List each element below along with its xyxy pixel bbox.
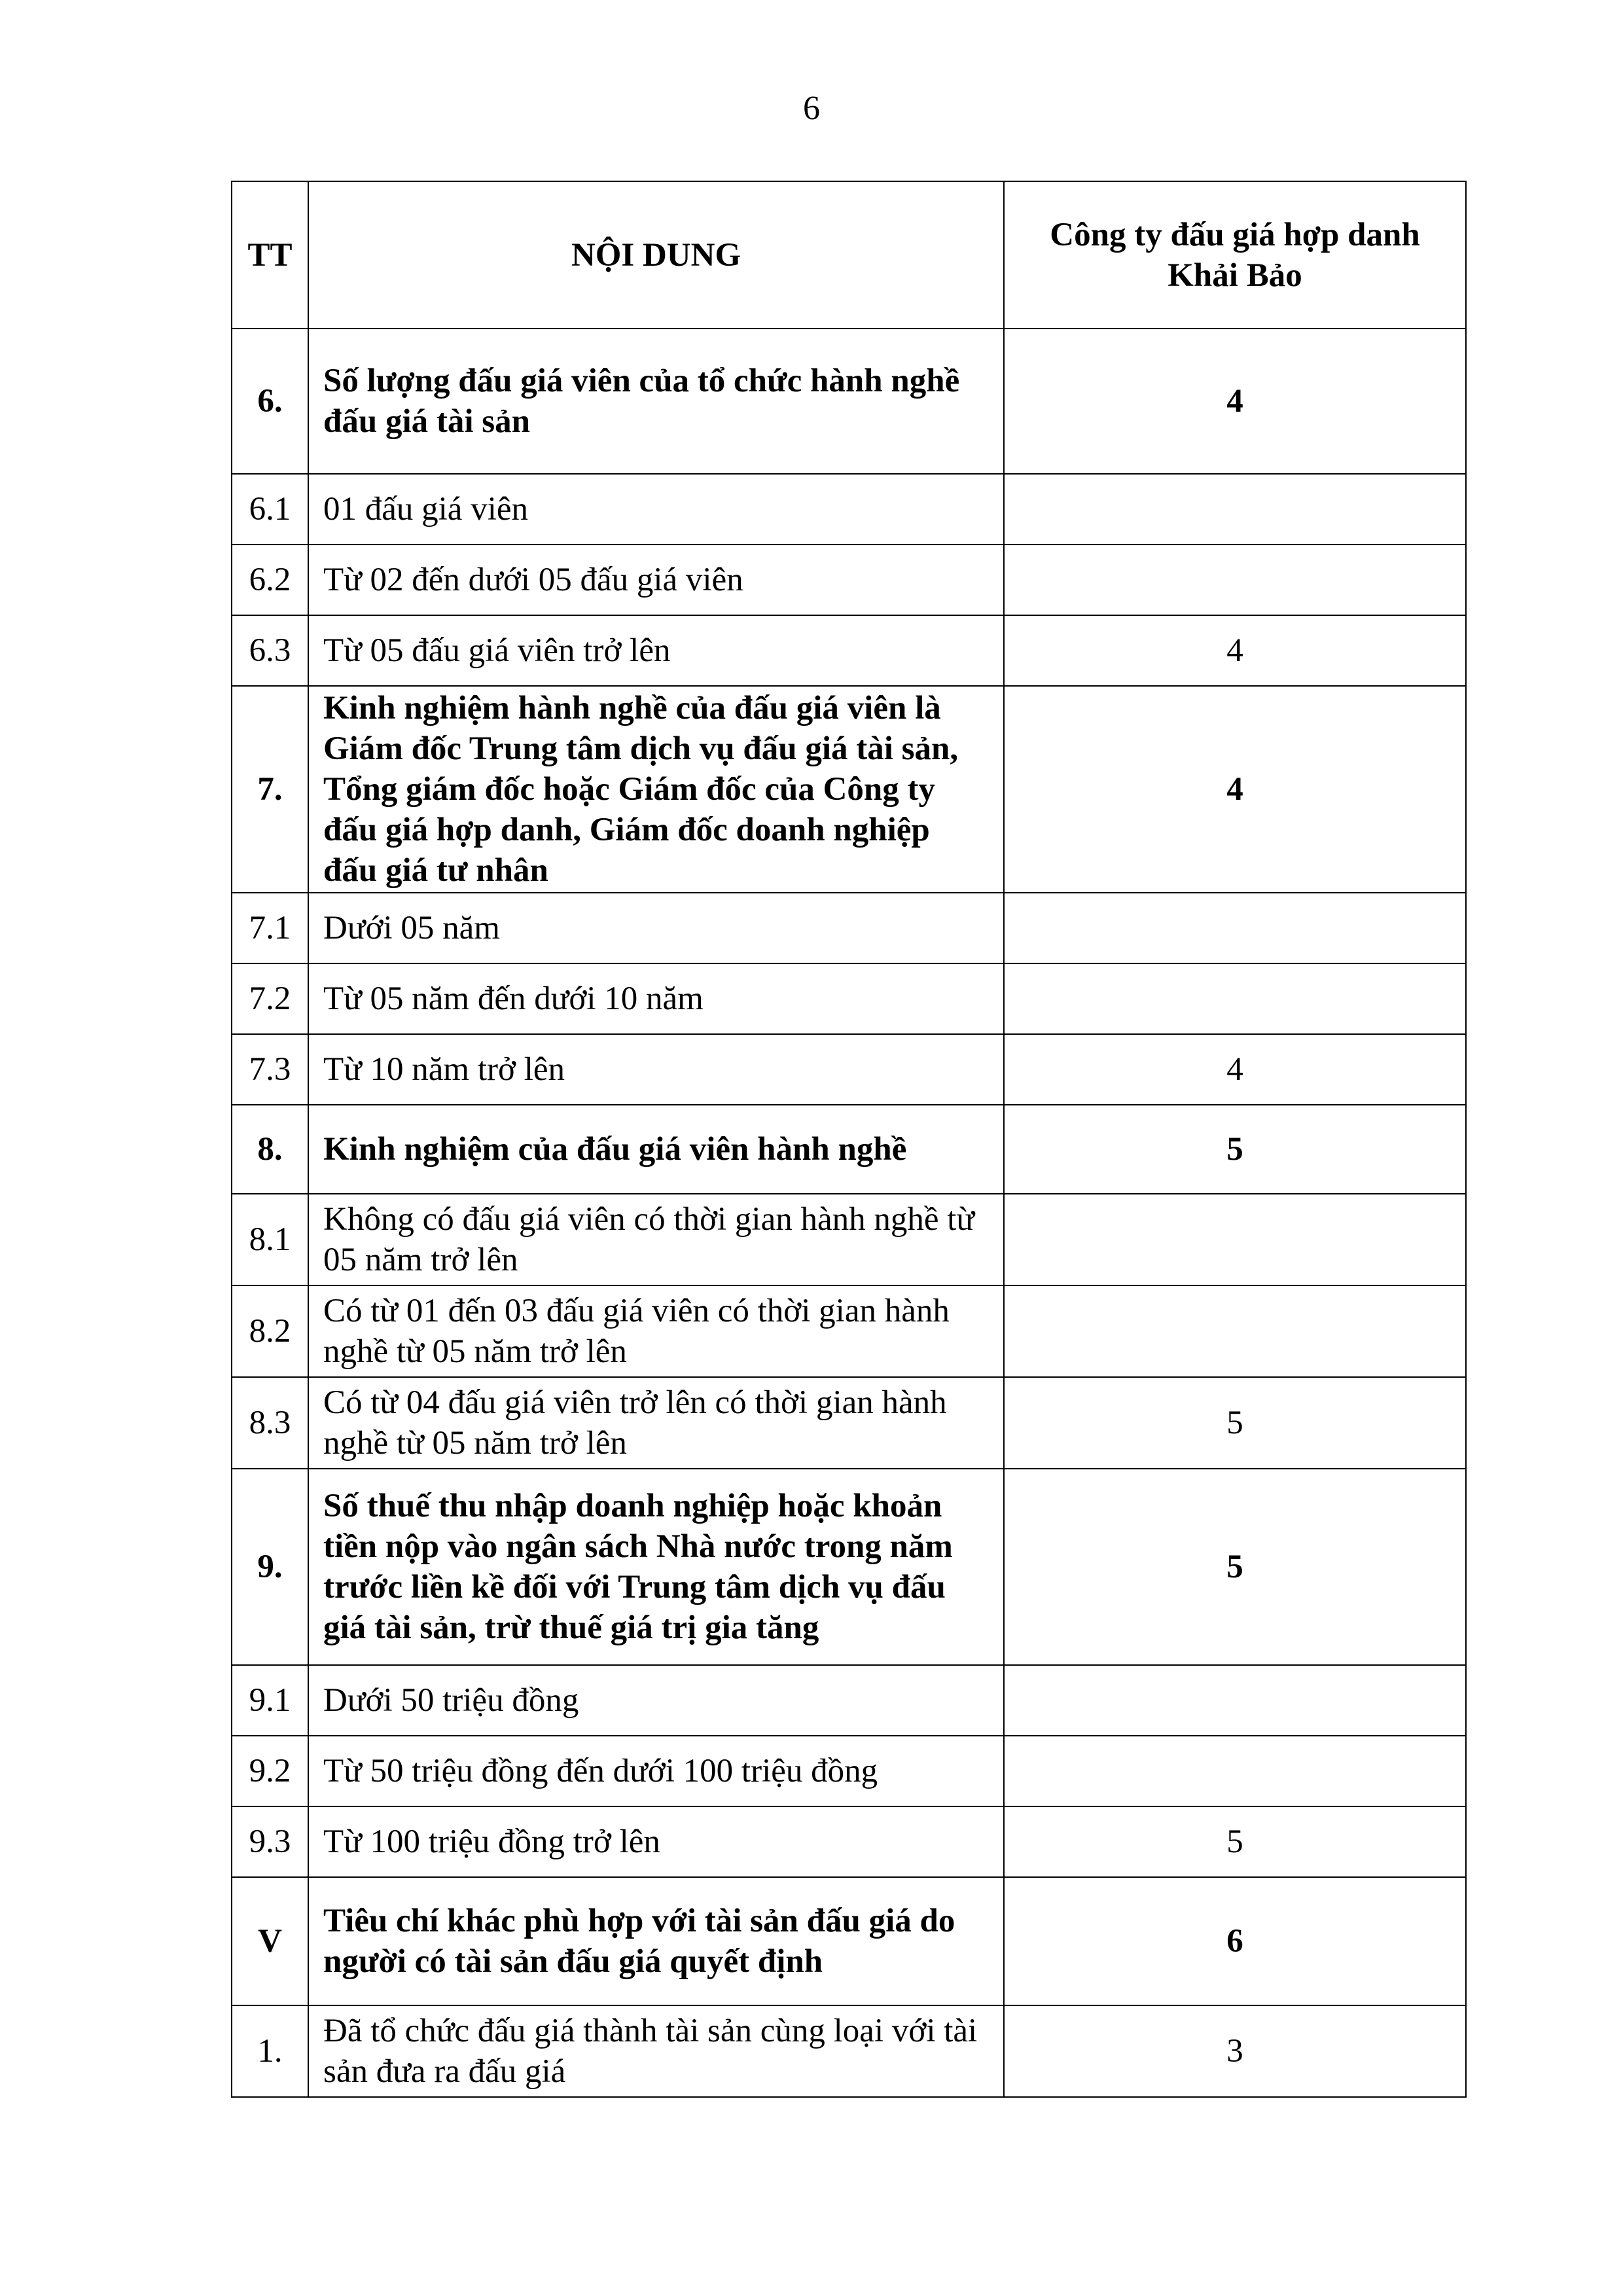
row-content: Tiêu chí khác phù hợp với tài sản đấu giá do người có tài sản đấu giá quyết định — [308, 1877, 1004, 2005]
row-number: 6. — [232, 329, 308, 474]
row-score: 5 — [1004, 1377, 1466, 1469]
header-organization-line2: Khải Bảo — [1168, 257, 1302, 294]
row-content: Có từ 01 đến 03 đấu giá viên có thời gian hành nghề từ 05 năm trở lên — [308, 1285, 1004, 1377]
table-row — [232, 1377, 1466, 1469]
header-content: NỘI DUNG — [308, 181, 1004, 329]
table-row — [232, 1105, 1466, 1194]
row-score: 5 — [1004, 1806, 1466, 1877]
header-tt: TT — [232, 181, 308, 329]
table-row — [232, 1034, 1466, 1105]
row-number: 9.3 — [232, 1806, 308, 1877]
row-score — [1004, 1665, 1466, 1736]
row-number: 1. — [232, 2005, 308, 2097]
table-row — [232, 1665, 1466, 1736]
row-score: 3 — [1004, 2005, 1466, 2097]
row-number: 8. — [232, 1105, 308, 1194]
row-score — [1004, 1736, 1466, 1806]
row-score — [1004, 893, 1466, 963]
table-row — [232, 893, 1466, 963]
header-organization-line1: Công ty đấu giá hợp danh — [1050, 216, 1420, 253]
table-row — [232, 1194, 1466, 1285]
row-number: 6.3 — [232, 615, 308, 686]
row-score — [1004, 1285, 1466, 1377]
row-number: 7.2 — [232, 963, 308, 1034]
row-content: Kinh nghiệm hành nghề của đấu giá viên là Giám đốc Trung tâm dịch vụ đấu giá tài sản, Tổng giám đốc hoặc Giám đốc của Công ty đấu giá hợp danh, Giám đốc doanh nghiệp đấu giá tư nhân — [308, 686, 1004, 893]
row-content: Từ 05 đấu giá viên trở lên — [308, 615, 1004, 686]
row-number: 7.3 — [232, 1034, 308, 1105]
row-content: Kinh nghiệm của đấu giá viên hành nghề — [308, 1105, 1004, 1194]
table-row — [232, 1806, 1466, 1877]
row-number: 9.1 — [232, 1665, 308, 1736]
row-content: Dưới 50 triệu đồng — [308, 1665, 1004, 1736]
row-number: 8.1 — [232, 1194, 308, 1285]
row-number: 7.1 — [232, 893, 308, 963]
table-row — [232, 963, 1466, 1034]
table-header-row — [232, 181, 1466, 329]
row-content: Từ 05 năm đến dưới 10 năm — [308, 963, 1004, 1034]
row-score — [1004, 963, 1466, 1034]
table-row — [232, 1469, 1466, 1665]
row-content: Số thuế thu nhập doanh nghiệp hoặc khoản tiền nộp vào ngân sách Nhà nước trong năm trước liền kề đối với Trung tâm dịch vụ đấu giá tài sản, trừ thuế giá trị gia tăng — [308, 1469, 1004, 1665]
table-row — [232, 686, 1466, 893]
row-content: Từ 10 năm trở lên — [308, 1034, 1004, 1105]
row-number: V — [232, 1877, 308, 2005]
row-score: 5 — [1004, 1469, 1466, 1665]
row-number: 8.2 — [232, 1285, 308, 1377]
table-row — [232, 329, 1466, 474]
row-score: 4 — [1004, 615, 1466, 686]
table-row — [232, 2005, 1466, 2097]
row-content: Có từ 04 đấu giá viên trở lên có thời gian hành nghề từ 05 năm trở lên — [308, 1377, 1004, 1469]
row-score: 4 — [1004, 686, 1466, 893]
row-number: 7. — [232, 686, 308, 893]
row-score — [1004, 1194, 1466, 1285]
row-content: Không có đấu giá viên có thời gian hành nghề từ 05 năm trở lên — [308, 1194, 1004, 1285]
criteria-table — [231, 181, 1467, 2098]
table-row — [232, 1877, 1466, 2005]
row-number: 6.1 — [232, 474, 308, 545]
row-content: Dưới 05 năm — [308, 893, 1004, 963]
row-number: 9. — [232, 1469, 308, 1665]
table-row — [232, 1736, 1466, 1806]
table-row — [232, 545, 1466, 615]
row-content: Từ 100 triệu đồng trở lên — [308, 1806, 1004, 1877]
row-number: 6.2 — [232, 545, 308, 615]
table-row — [232, 1285, 1466, 1377]
row-content: Từ 50 triệu đồng đến dưới 100 triệu đồng — [308, 1736, 1004, 1806]
table-row — [232, 474, 1466, 545]
row-score — [1004, 545, 1466, 615]
row-score: 4 — [1004, 329, 1466, 474]
row-content: Từ 02 đến dưới 05 đấu giá viên — [308, 545, 1004, 615]
row-score: 6 — [1004, 1877, 1466, 2005]
page-number: 6 — [803, 90, 820, 127]
row-content: Số lượng đấu giá viên của tổ chức hành nghề đấu giá tài sản — [308, 329, 1004, 474]
row-score: 5 — [1004, 1105, 1466, 1194]
header-organization — [1004, 181, 1466, 329]
row-number: 8.3 — [232, 1377, 308, 1469]
row-score — [1004, 474, 1466, 545]
row-content: 01 đấu giá viên — [308, 474, 1004, 545]
table-row — [232, 615, 1466, 686]
row-number: 9.2 — [232, 1736, 308, 1806]
row-score: 4 — [1004, 1034, 1466, 1105]
row-content: Đã tổ chức đấu giá thành tài sản cùng loại với tài sản đưa ra đấu giá — [308, 2005, 1004, 2097]
